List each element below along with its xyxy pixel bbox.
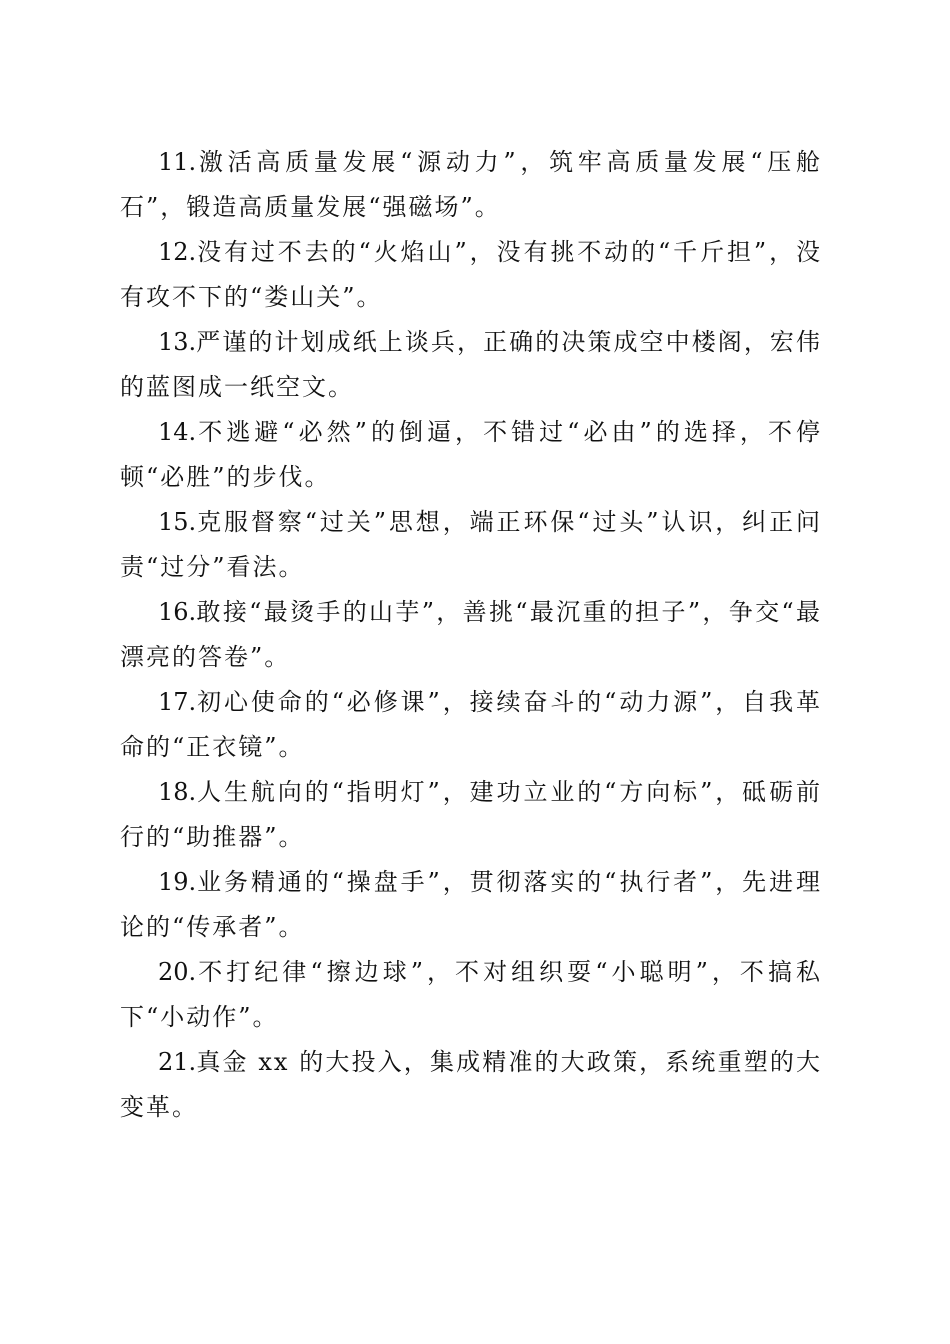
item-number: 20.	[158, 958, 197, 986]
item-text: 不逃避“必然”的倒逼，不错过“必由”的选择，不停顿“必胜”的步伐。	[120, 418, 822, 491]
list-item	[120, 500, 822, 590]
item-text: 真金 xx 的大投入，集成精准的大政策，系统重塑的大变革。	[120, 1048, 822, 1121]
list-item	[120, 860, 822, 950]
item-text: 没有过不去的“火焰山”，没有挑不动的“千斤担”，没有攻不下的“娄山关”。	[120, 238, 822, 311]
list-item	[120, 950, 822, 1040]
document-body	[120, 140, 822, 1130]
item-text: 不打纪律“擦边球”，不对组织耍“小聪明”，不搞私下“小动作”。	[120, 958, 822, 1031]
item-text: 人生航向的“指明灯”，建功立业的“方向标”，砥砺前行的“助推器”。	[120, 778, 822, 851]
list-item	[120, 1040, 822, 1130]
item-text: 敢接“最烫手的山芋”，善挑“最沉重的担子”，争交“最漂亮的答卷”。	[120, 598, 822, 671]
item-text: 克服督察“过关”思想，端正环保“过头”认识，纠正问责“过分”看法。	[120, 508, 822, 581]
list-item	[120, 680, 822, 770]
item-number: 17.	[158, 688, 197, 716]
list-item	[120, 230, 822, 320]
list-item	[120, 140, 822, 230]
list-item	[120, 770, 822, 860]
item-number: 21.	[158, 1048, 197, 1076]
list-item	[120, 410, 822, 500]
list-item	[120, 320, 822, 410]
item-number: 13.	[158, 328, 197, 356]
item-number: 16.	[158, 598, 197, 626]
item-number: 19.	[158, 868, 197, 896]
item-number: 15.	[158, 508, 197, 536]
item-text: 业务精通的“操盘手”，贯彻落实的“执行者”，先进理论的“传承者”。	[120, 868, 822, 941]
item-text: 初心使命的“必修课”，接续奋斗的“动力源”，自我革命的“正衣镜”。	[120, 688, 822, 761]
item-text: 严谨的计划成纸上谈兵，正确的决策成空中楼阁，宏伟的蓝图成一纸空文。	[120, 328, 822, 401]
item-number: 14.	[158, 418, 197, 446]
item-text: 激活高质量发展“源动力”，筑牢高质量发展“压舱石”，锻造高质量发展“强磁场”。	[120, 148, 822, 221]
item-number: 11.	[158, 148, 197, 176]
item-number: 12.	[158, 238, 197, 266]
list-item	[120, 590, 822, 680]
item-number: 18.	[158, 778, 197, 806]
